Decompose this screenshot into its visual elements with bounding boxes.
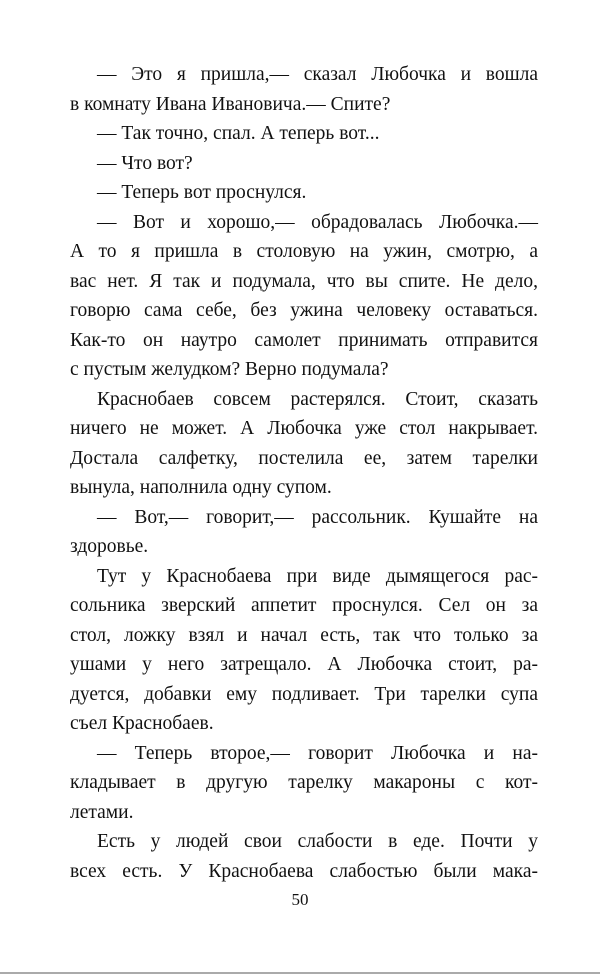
text-line: кладывает в другую тарелку макароны с кот- [70, 772, 538, 793]
text-line: — Вот,— говорит,— рассольник. Кушайте на [97, 506, 538, 528]
text-line: Краснобаев совсем растерялся. Стоит, сказать [97, 388, 538, 410]
text-line: сольника зверский аппетит проснулся. Сел он за [70, 595, 538, 616]
text-line: ушами у него затрещало. А Любочка стоит, ра- [70, 654, 538, 675]
text-line: Тут у Краснобаева при виде дымящегося рас- [97, 565, 538, 587]
text-line: летами. [70, 801, 134, 823]
text-line: Как-то он наутро самолет принимать отправится [70, 329, 538, 351]
text-line: говорю сама себе, без ужина человеку оставаться. [70, 300, 538, 321]
text-line: в комнату Ивана Ивановича.— Спите? [70, 93, 391, 115]
text-line: — Это я пришла,— сказал Любочка и вошла [97, 64, 538, 85]
text-line: стол, ложку взял и начал есть, так что только за [70, 624, 538, 646]
page-number: 50 [291, 890, 309, 909]
text-line: с пустым желудком? Верно подумала? [70, 359, 389, 380]
text-line: ничего не может. А Любочка уже стол накрывает. [70, 418, 538, 439]
text-line: — Что вот? [97, 152, 193, 174]
text-line: Достала салфетку, постелила ее, затем тарелки [70, 447, 538, 469]
text-line: вынула, наполнила одну супом. [70, 477, 332, 498]
text-line: всех есть. У Краснобаева слабостью были мака- [70, 860, 538, 882]
text-line: здоровье. [70, 536, 149, 557]
text-line: вас нет. Я так и подумала, что вы спите. Не дело, [70, 270, 538, 292]
text-line: — Вот и хорошо,— обрадовалась Любочка.— [97, 211, 538, 233]
text-line: — Теперь второе,— говорит Любочка и на- [97, 742, 538, 764]
text-line: — Теперь вот проснулся. [97, 182, 307, 203]
text-line: Есть у людей свои слабости в еде. Почти у [97, 831, 538, 852]
text-line: съел Краснобаев. [70, 713, 214, 734]
text-line: А то я пришла в столовую на ужин, смотрю, а [70, 241, 538, 262]
book-page-text [70, 60, 538, 886]
text-line: — Так точно, спал. А теперь вот... [97, 123, 380, 144]
text-line: дуется, добавки ему подливает. Три тарелки супа [70, 683, 538, 705]
